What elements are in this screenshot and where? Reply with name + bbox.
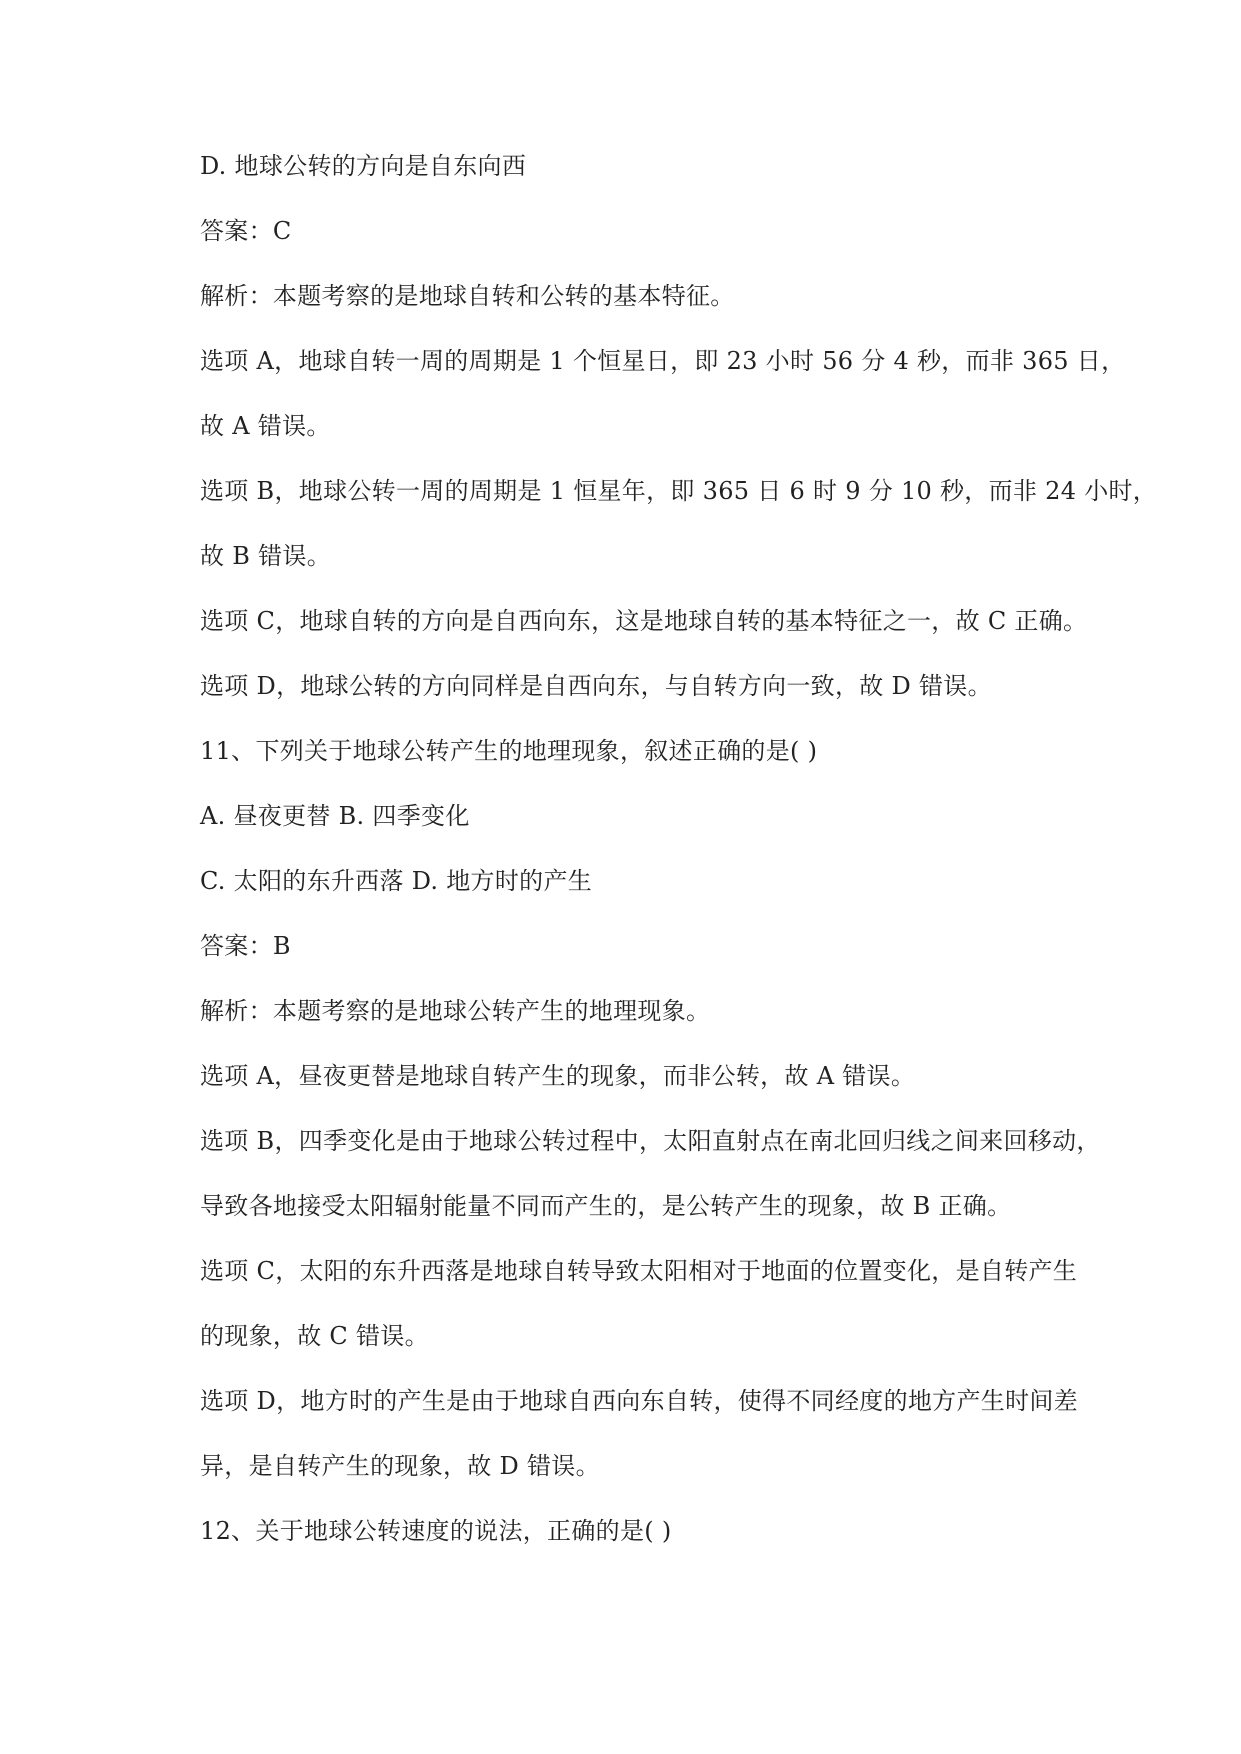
question-11-options-cd: C. 太阳的东升西落 D. 地方时的产生 [200,867,593,895]
explanation-line: 解析：本题考察的是地球公转产生的地理现象。 [200,997,711,1025]
explanation-line: 解析：本题考察的是地球自转和公转的基本特征。 [200,282,735,310]
explanation-option-a-cont: 故 A 错误。 [200,412,331,440]
explanation-option-c: 选项 C，地球自转的方向是自西向东，这是地球自转的基本特征之一，故 C 正确。 [200,607,1088,635]
explanation-option-a: 选项 A，昼夜更替是地球自转产生的现象，而非公转，故 A 错误。 [200,1062,916,1090]
explanation-option-d-cont: 异，是自转产生的现象，故 D 错误。 [200,1452,600,1480]
explanation-option-c: 选项 C，太阳的东升西落是地球自转导致太阳相对于地面的位置变化，是自转产生 [200,1257,1078,1285]
explanation-option-d: 选项 D，地方时的产生是由于地球自西向东自转，使得不同经度的地方产生时间差 [200,1387,1078,1415]
question-11-options-ab: A. 昼夜更替 B. 四季变化 [200,802,470,830]
explanation-option-b: 选项 B，地球公转一周的周期是 1 恒星年，即 365 日 6 时 9 分 10 秒，而非 24 小时， [200,477,1158,505]
document-body [200,146,1158,1576]
explanation-option-b: 选项 B，四季变化是由于地球公转过程中，太阳直射点在南北回归线之间来回移动， [200,1127,1101,1155]
explanation-option-b-cont: 导致各地接受太阳辐射能量不同而产生的，是公转产生的现象，故 B 正确。 [200,1192,1012,1220]
question-11: 11、下列关于地球公转产生的地理现象，叙述正确的是( ) [200,737,818,765]
answer-line: 答案：C [200,217,292,245]
explanation-option-c-cont: 的现象，故 C 错误。 [200,1322,429,1350]
explanation-option-b-cont: 故 B 错误。 [200,542,331,570]
explanation-option-d: 选项 D，地球公转的方向同样是自西向东，与自转方向一致，故 D 错误。 [200,672,992,700]
explanation-option-a: 选项 A，地球自转一周的周期是 1 个恒星日，即 23 小时 56 分 4 秒，而非 365 日， [200,347,1126,375]
answer-line: 答案：B [200,932,291,960]
question-12: 12、关于地球公转速度的说法，正确的是( ) [200,1517,672,1545]
option-d-line: D. 地球公转的方向是自东向西 [200,152,527,180]
